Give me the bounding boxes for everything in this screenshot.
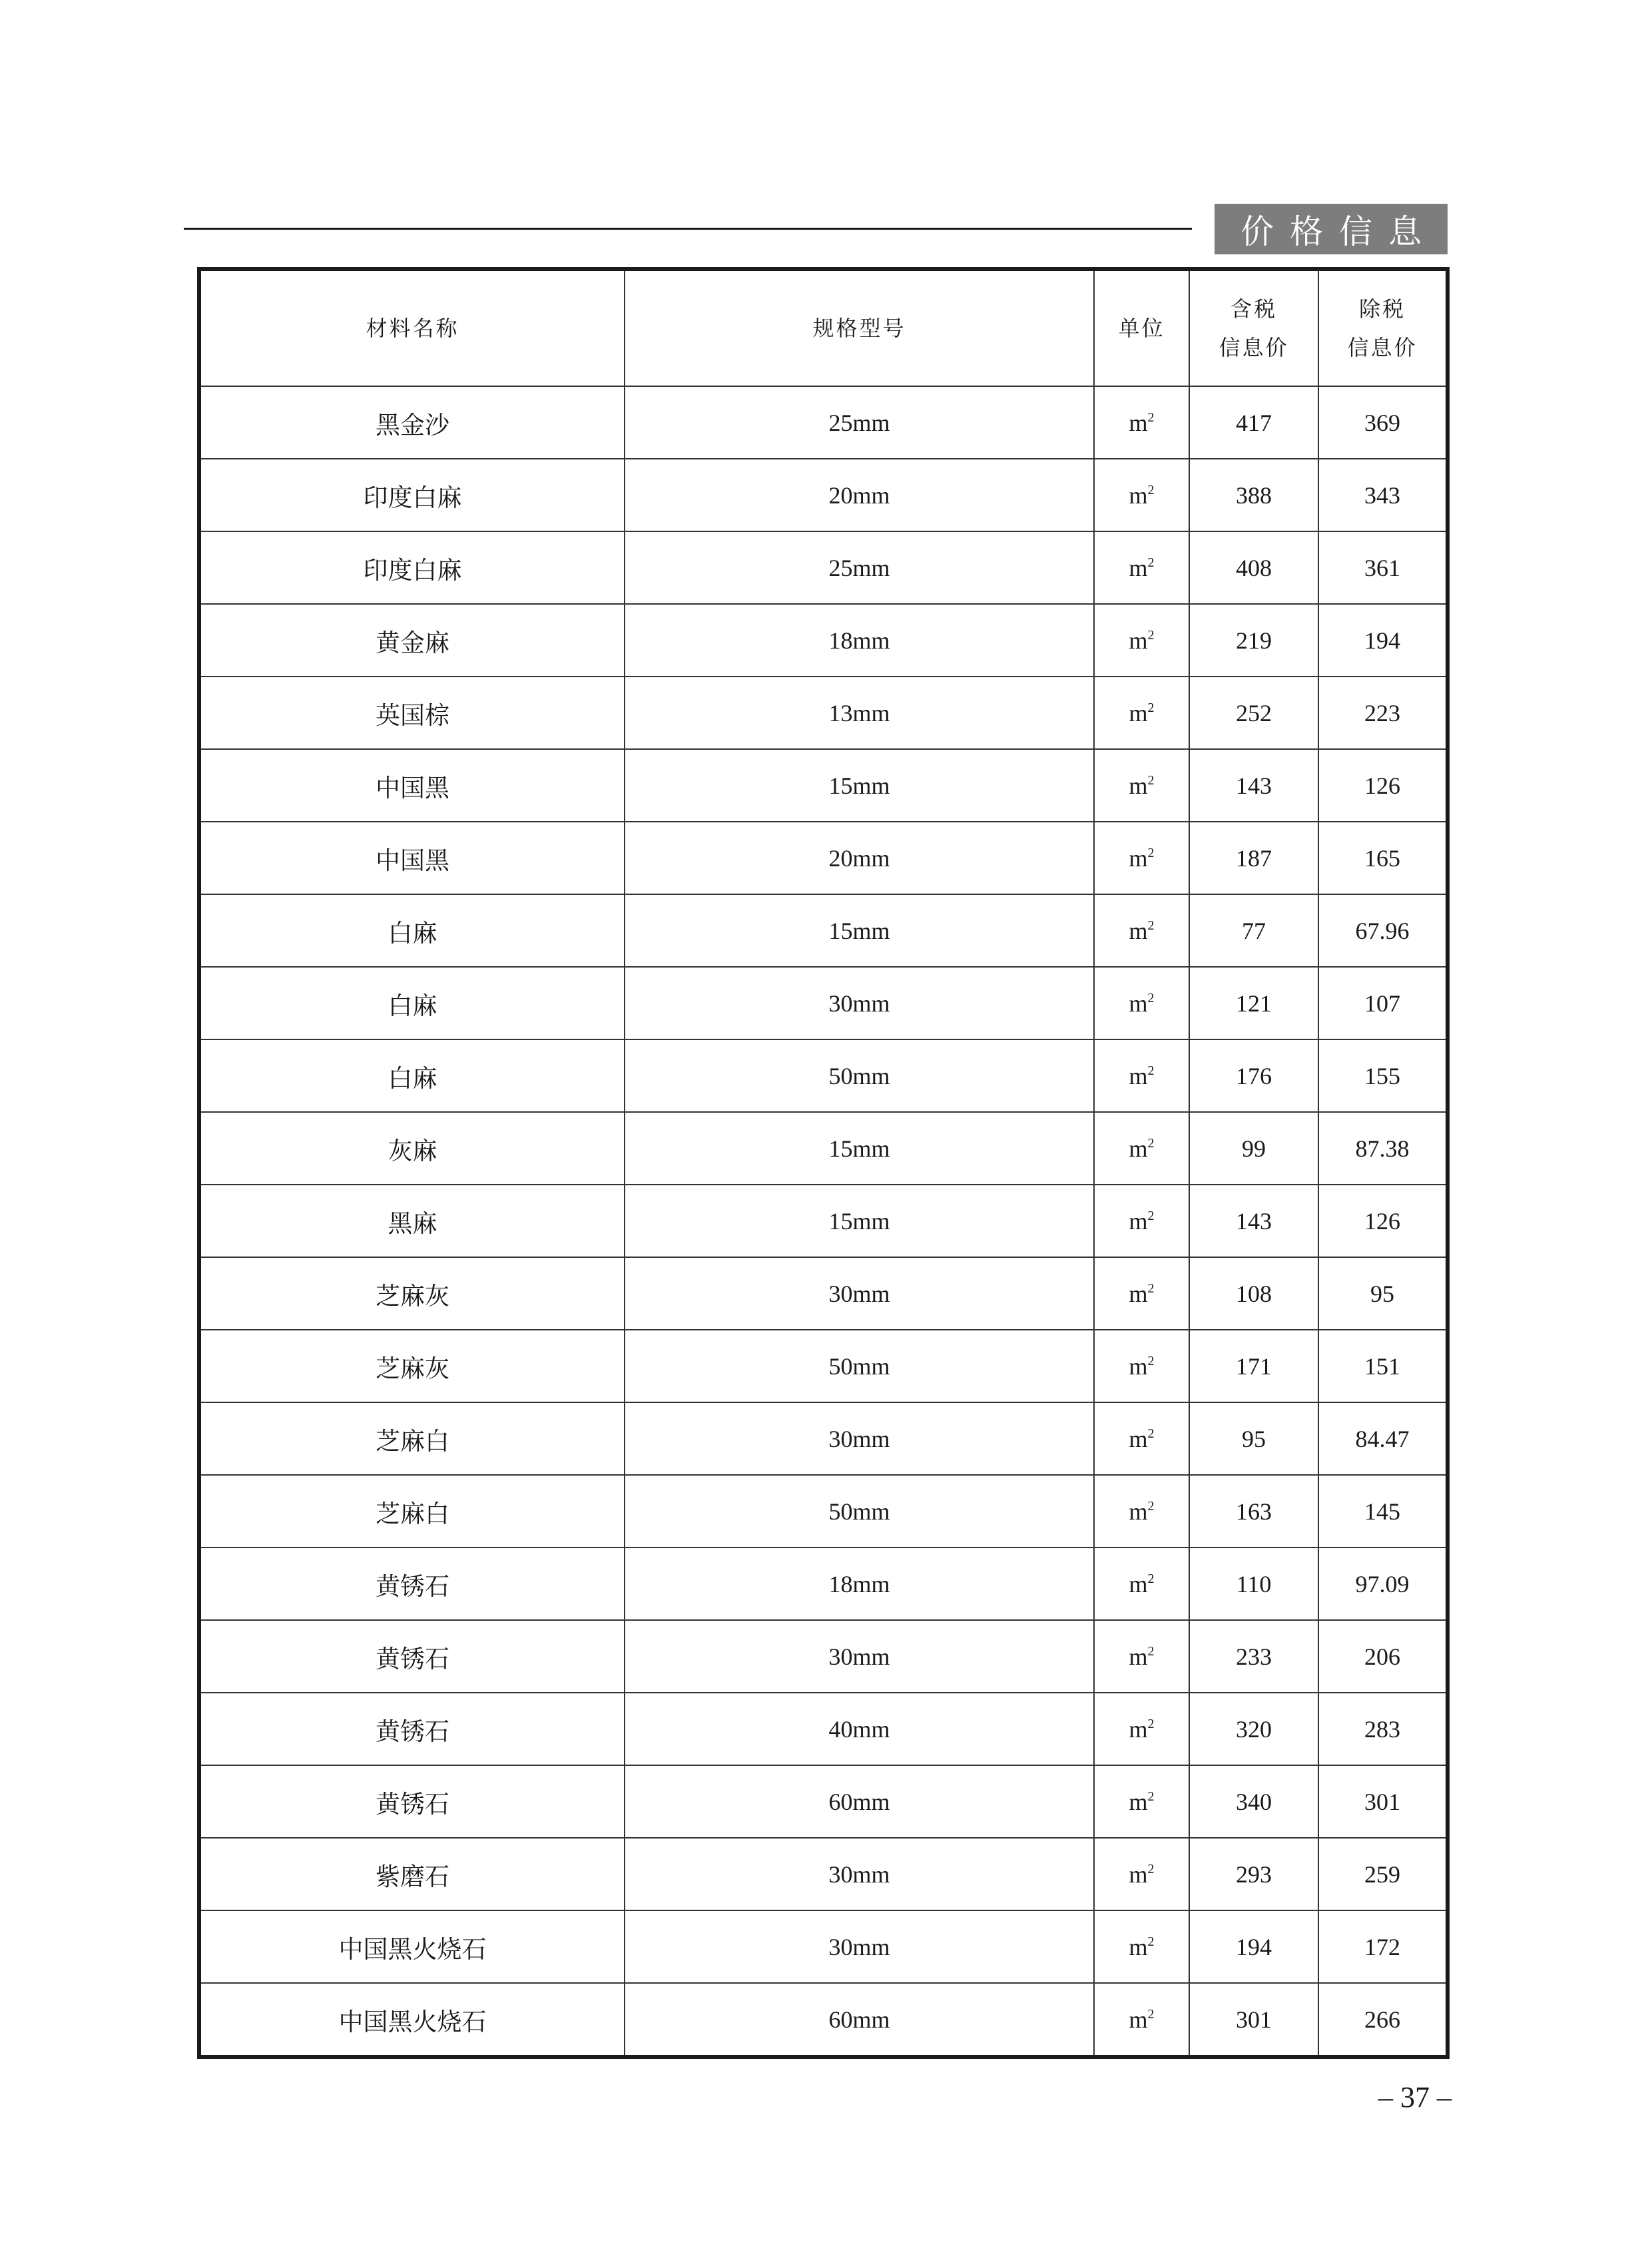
- unit-exponent: 2: [1147, 1426, 1155, 1441]
- unit-cell: [1094, 677, 1189, 749]
- price-without-tax-cell: 155: [1318, 1039, 1448, 1112]
- table-row: [199, 1257, 1448, 1330]
- unit-exponent: 2: [1147, 845, 1155, 860]
- spec-cell: 30mm: [625, 1402, 1094, 1475]
- material-name-cell: 紫磨石: [199, 1838, 625, 1910]
- price-with-tax-cell: 194: [1189, 1910, 1318, 1983]
- table-row: [199, 531, 1448, 604]
- unit-exponent: 2: [1147, 700, 1155, 715]
- price-without-tax-cell: 107: [1318, 967, 1448, 1039]
- section-title: 价格信息: [1215, 204, 1448, 254]
- unit-exponent: 2: [1147, 1571, 1155, 1586]
- column-header-label: 除税: [1358, 296, 1406, 322]
- spec-cell: 20mm: [625, 822, 1094, 894]
- price-with-tax-cell: 171: [1189, 1330, 1318, 1402]
- spec-cell: 18mm: [625, 604, 1094, 677]
- unit-cell: [1094, 459, 1189, 531]
- unit-exponent: 2: [1147, 1498, 1155, 1514]
- unit-base: m: [1129, 1135, 1148, 1162]
- spec-cell: 30mm: [625, 1620, 1094, 1693]
- unit-cell: [1094, 604, 1189, 677]
- unit-base: m: [1129, 989, 1148, 1017]
- price-with-tax-cell: 163: [1189, 1475, 1318, 1548]
- unit-cell: [1094, 967, 1189, 1039]
- unit-base: m: [1129, 554, 1148, 581]
- price-with-tax-cell: 233: [1189, 1620, 1318, 1693]
- table-row: [199, 1039, 1448, 1112]
- price-with-tax-cell: 99: [1189, 1112, 1318, 1185]
- price-without-tax-cell: 97.09: [1318, 1548, 1448, 1620]
- spec-cell: 15mm: [625, 749, 1094, 822]
- unit-base: m: [1129, 481, 1148, 509]
- material-name-cell: 中国黑: [199, 822, 625, 894]
- unit-cell: [1094, 1330, 1189, 1402]
- table-row: [199, 459, 1448, 531]
- unit-base: m: [1129, 1498, 1148, 1525]
- unit-cell: [1094, 894, 1189, 967]
- unit-base: m: [1129, 699, 1148, 726]
- unit-exponent: 2: [1147, 1643, 1155, 1659]
- price-without-tax-cell: 151: [1318, 1330, 1448, 1402]
- unit-exponent: 2: [1147, 410, 1155, 425]
- material-name-cell: 黄锈石: [199, 1765, 625, 1838]
- column-header-price-with-tax: [1189, 269, 1318, 386]
- table-row: [199, 1548, 1448, 1620]
- material-name-cell: 印度白麻: [199, 459, 625, 531]
- price-without-tax-cell: 206: [1318, 1620, 1448, 1693]
- unit-base: m: [1129, 1062, 1148, 1089]
- spec-cell: 15mm: [625, 894, 1094, 967]
- header-rule: [184, 228, 1192, 230]
- price-without-tax-cell: 84.47: [1318, 1402, 1448, 1475]
- page-number: – 37 –: [1378, 2081, 1452, 2114]
- price-without-tax-cell: 223: [1318, 677, 1448, 749]
- price-without-tax-cell: 67.96: [1318, 894, 1448, 967]
- price-with-tax-cell: 252: [1189, 677, 1318, 749]
- unit-cell: [1094, 1838, 1189, 1910]
- unit-exponent: 2: [1147, 1280, 1155, 1296]
- unit-exponent: 2: [1147, 918, 1155, 933]
- spec-cell: 13mm: [625, 677, 1094, 749]
- spec-cell: 50mm: [625, 1039, 1094, 1112]
- table-header-row: [199, 269, 1448, 386]
- unit-exponent: 2: [1147, 1934, 1155, 1949]
- unit-cell: [1094, 822, 1189, 894]
- table-row: [199, 1620, 1448, 1693]
- price-without-tax-cell: 343: [1318, 459, 1448, 531]
- price-without-tax-cell: 301: [1318, 1765, 1448, 1838]
- table-body: [199, 386, 1448, 2057]
- table-row: [199, 749, 1448, 822]
- spec-cell: 25mm: [625, 531, 1094, 604]
- material-name-cell: 黄金麻: [199, 604, 625, 677]
- price-with-tax-cell: 301: [1189, 1983, 1318, 2057]
- table-row: [199, 1983, 1448, 2057]
- table-row: [199, 677, 1448, 749]
- unit-cell: [1094, 1983, 1189, 2057]
- table-row: [199, 822, 1448, 894]
- column-header-label: 含税: [1230, 296, 1277, 322]
- unit-cell: [1094, 531, 1189, 604]
- material-name-cell: 芝麻白: [199, 1475, 625, 1548]
- table-row: [199, 1402, 1448, 1475]
- unit-cell: [1094, 749, 1189, 822]
- price-without-tax-cell: 126: [1318, 749, 1448, 822]
- unit-cell: [1094, 1910, 1189, 1983]
- unit-exponent: 2: [1147, 1063, 1155, 1078]
- unit-base: m: [1129, 1933, 1148, 1960]
- material-name-cell: 芝麻白: [199, 1402, 625, 1475]
- spec-cell: 20mm: [625, 459, 1094, 531]
- material-name-cell: 印度白麻: [199, 531, 625, 604]
- unit-base: m: [1129, 1280, 1148, 1307]
- unit-base: m: [1129, 1570, 1148, 1597]
- spec-cell: 18mm: [625, 1548, 1094, 1620]
- price-table: [197, 267, 1450, 2059]
- spec-cell: 30mm: [625, 967, 1094, 1039]
- spec-cell: 30mm: [625, 1910, 1094, 1983]
- table-row: [199, 1765, 1448, 1838]
- spec-cell: 60mm: [625, 1765, 1094, 1838]
- table-row: [199, 1185, 1448, 1257]
- price-with-tax-cell: 110: [1189, 1548, 1318, 1620]
- unit-exponent: 2: [1147, 990, 1155, 1005]
- material-name-cell: 芝麻灰: [199, 1257, 625, 1330]
- price-without-tax-cell: 194: [1318, 604, 1448, 677]
- price-with-tax-cell: 108: [1189, 1257, 1318, 1330]
- price-without-tax-cell: 95: [1318, 1257, 1448, 1330]
- unit-cell: [1094, 1185, 1189, 1257]
- column-header-price-without-tax: [1318, 269, 1448, 386]
- unit-base: m: [1129, 772, 1148, 799]
- table-row: [199, 1330, 1448, 1402]
- column-header-spec: 规格型号: [625, 269, 1094, 386]
- unit-cell: [1094, 1548, 1189, 1620]
- unit-cell: [1094, 1039, 1189, 1112]
- material-name-cell: 白麻: [199, 967, 625, 1039]
- table-row: [199, 1910, 1448, 1983]
- unit-exponent: 2: [1147, 2006, 1155, 2022]
- unit-base: m: [1129, 1207, 1148, 1235]
- unit-base: m: [1129, 1643, 1148, 1670]
- table-row: [199, 604, 1448, 677]
- table-row: [199, 1693, 1448, 1765]
- unit-cell: [1094, 1620, 1189, 1693]
- unit-base: m: [1129, 1788, 1148, 1815]
- spec-cell: 50mm: [625, 1330, 1094, 1402]
- material-name-cell: 芝麻灰: [199, 1330, 625, 1402]
- table-row: [199, 1838, 1448, 1910]
- spec-cell: 30mm: [625, 1257, 1094, 1330]
- material-name-cell: 灰麻: [199, 1112, 625, 1185]
- material-name-cell: 白麻: [199, 1039, 625, 1112]
- price-without-tax-cell: 145: [1318, 1475, 1448, 1548]
- unit-exponent: 2: [1147, 772, 1155, 788]
- table-row: [199, 386, 1448, 459]
- material-name-cell: 英国棕: [199, 677, 625, 749]
- column-header-label: 信息价: [1347, 335, 1418, 360]
- unit-base: m: [1129, 627, 1148, 654]
- price-with-tax-cell: 95: [1189, 1402, 1318, 1475]
- table-row: [199, 894, 1448, 967]
- price-with-tax-cell: 293: [1189, 1838, 1318, 1910]
- spec-cell: 60mm: [625, 1983, 1094, 2057]
- unit-base: m: [1129, 2006, 1148, 2033]
- price-with-tax-cell: 320: [1189, 1693, 1318, 1765]
- column-header-label: 信息价: [1219, 335, 1289, 360]
- price-without-tax-cell: 361: [1318, 531, 1448, 604]
- material-name-cell: 白麻: [199, 894, 625, 967]
- unit-exponent: 2: [1147, 1716, 1155, 1731]
- price-with-tax-cell: 143: [1189, 1185, 1318, 1257]
- material-name-cell: 中国黑火烧石: [199, 1983, 625, 2057]
- spec-cell: 15mm: [625, 1185, 1094, 1257]
- unit-cell: [1094, 1257, 1189, 1330]
- unit-exponent: 2: [1147, 627, 1155, 643]
- column-header-unit: 单位: [1094, 269, 1189, 386]
- price-without-tax-cell: 266: [1318, 1983, 1448, 2057]
- unit-cell: [1094, 1475, 1189, 1548]
- unit-base: m: [1129, 917, 1148, 944]
- unit-base: m: [1129, 409, 1148, 436]
- price-without-tax-cell: 259: [1318, 1838, 1448, 1910]
- price-with-tax-cell: 121: [1189, 967, 1318, 1039]
- unit-base: m: [1129, 844, 1148, 872]
- price-with-tax-cell: 340: [1189, 1765, 1318, 1838]
- price-with-tax-cell: 77: [1189, 894, 1318, 967]
- unit-cell: [1094, 1112, 1189, 1185]
- price-with-tax-cell: 408: [1189, 531, 1318, 604]
- table-row: [199, 1475, 1448, 1548]
- unit-base: m: [1129, 1352, 1148, 1380]
- unit-exponent: 2: [1147, 555, 1155, 570]
- spec-cell: 50mm: [625, 1475, 1094, 1548]
- material-name-cell: 黄锈石: [199, 1620, 625, 1693]
- unit-exponent: 2: [1147, 1353, 1155, 1368]
- material-name-cell: 黄锈石: [199, 1693, 625, 1765]
- price-with-tax-cell: 219: [1189, 604, 1318, 677]
- material-name-cell: 黑麻: [199, 1185, 625, 1257]
- unit-exponent: 2: [1147, 1208, 1155, 1223]
- spec-cell: 40mm: [625, 1693, 1094, 1765]
- unit-cell: [1094, 386, 1189, 459]
- unit-cell: [1094, 1693, 1189, 1765]
- price-without-tax-cell: 87.38: [1318, 1112, 1448, 1185]
- price-with-tax-cell: 176: [1189, 1039, 1318, 1112]
- price-with-tax-cell: 388: [1189, 459, 1318, 531]
- unit-cell: [1094, 1765, 1189, 1838]
- column-header-name: 材料名称: [199, 269, 625, 386]
- price-without-tax-cell: 283: [1318, 1693, 1448, 1765]
- price-without-tax-cell: 165: [1318, 822, 1448, 894]
- material-name-cell: 中国黑火烧石: [199, 1910, 625, 1983]
- unit-base: m: [1129, 1860, 1148, 1888]
- material-name-cell: 中国黑: [199, 749, 625, 822]
- unit-exponent: 2: [1147, 482, 1155, 497]
- unit-exponent: 2: [1147, 1135, 1155, 1151]
- price-with-tax-cell: 187: [1189, 822, 1318, 894]
- spec-cell: 25mm: [625, 386, 1094, 459]
- price-with-tax-cell: 417: [1189, 386, 1318, 459]
- table-row: [199, 1112, 1448, 1185]
- unit-exponent: 2: [1147, 1861, 1155, 1876]
- price-without-tax-cell: 369: [1318, 386, 1448, 459]
- spec-cell: 30mm: [625, 1838, 1094, 1910]
- table-row: [199, 967, 1448, 1039]
- unit-base: m: [1129, 1425, 1148, 1452]
- material-name-cell: 黑金沙: [199, 386, 625, 459]
- unit-exponent: 2: [1147, 1789, 1155, 1804]
- spec-cell: 15mm: [625, 1112, 1094, 1185]
- price-without-tax-cell: 126: [1318, 1185, 1448, 1257]
- material-name-cell: 黄锈石: [199, 1548, 625, 1620]
- price-with-tax-cell: 143: [1189, 749, 1318, 822]
- unit-base: m: [1129, 1715, 1148, 1743]
- price-without-tax-cell: 172: [1318, 1910, 1448, 1983]
- unit-cell: [1094, 1402, 1189, 1475]
